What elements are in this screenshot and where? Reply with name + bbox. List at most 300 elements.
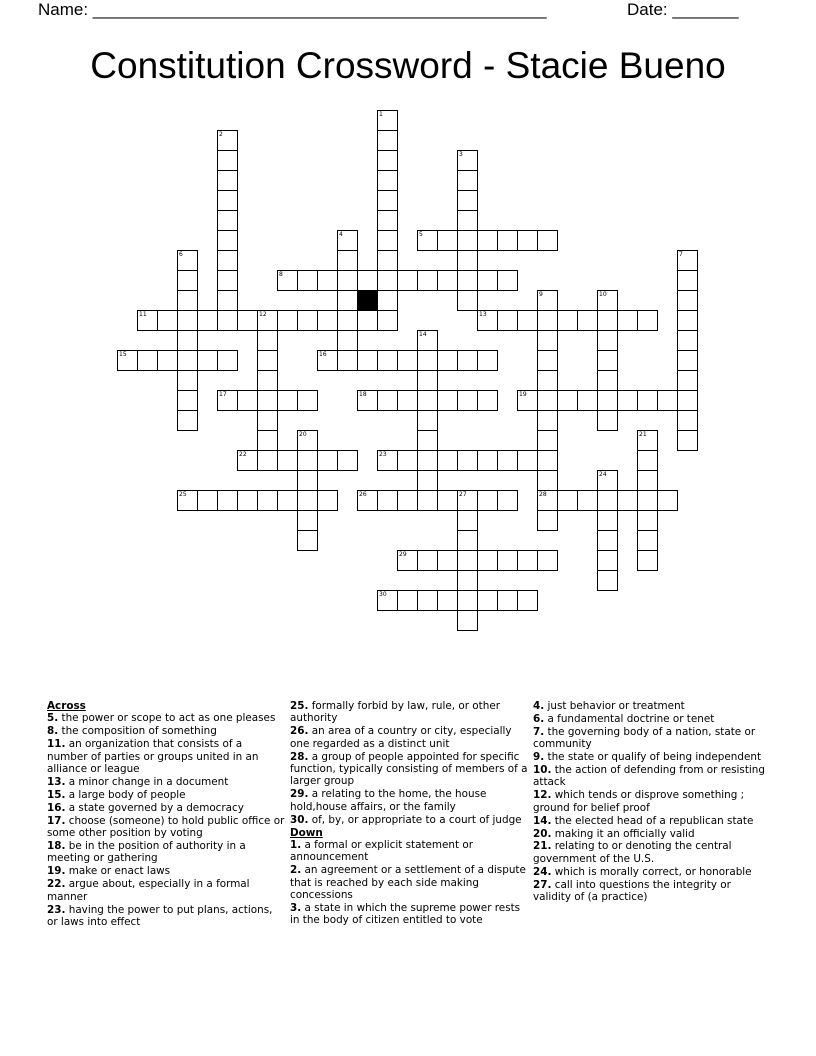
grid-cell[interactable] xyxy=(637,530,658,551)
grid-cell[interactable] xyxy=(257,350,278,371)
grid-cell[interactable] xyxy=(117,350,138,371)
grid-cell[interactable] xyxy=(297,310,318,331)
grid-cell[interactable] xyxy=(337,450,358,471)
grid-cell[interactable] xyxy=(637,310,658,331)
grid-cell[interactable] xyxy=(497,550,518,571)
grid-cell[interactable] xyxy=(257,450,278,471)
grid-cell[interactable] xyxy=(477,550,498,571)
grid-cell[interactable] xyxy=(197,490,218,511)
grid-cell[interactable] xyxy=(377,250,398,271)
clue-number: 15 xyxy=(119,351,127,358)
grid-cell[interactable] xyxy=(217,390,238,411)
grid-cell[interactable] xyxy=(437,490,458,511)
grid-cell[interactable] xyxy=(237,490,258,511)
grid-cell[interactable] xyxy=(557,390,578,411)
grid-cell[interactable] xyxy=(677,310,698,331)
grid-cell[interactable] xyxy=(417,370,438,391)
grid-cell[interactable] xyxy=(537,350,558,371)
clue-number: 1. xyxy=(290,838,302,851)
grid-cell[interactable] xyxy=(257,490,278,511)
grid-cell[interactable] xyxy=(457,570,478,591)
grid-cell[interactable] xyxy=(657,390,678,411)
grid-cell[interactable] xyxy=(177,490,198,511)
across-clue xyxy=(47,802,285,814)
grid-cell[interactable] xyxy=(437,590,458,611)
grid-cell[interactable] xyxy=(377,170,398,191)
clue-text: the state or qualify of being independent xyxy=(547,751,762,764)
clue-text: a fundamental doctrine or tenet xyxy=(547,712,715,725)
grid-cell[interactable] xyxy=(217,270,238,291)
grid-cell[interactable] xyxy=(157,350,178,371)
down-clue xyxy=(533,866,771,878)
clue-text: a relating to the home, the house hold,house affairs, or the family xyxy=(290,788,487,813)
grid-cell[interactable] xyxy=(237,390,258,411)
grid-cell[interactable] xyxy=(677,270,698,291)
grid-cell[interactable] xyxy=(577,490,598,511)
grid-cell[interactable] xyxy=(577,390,598,411)
grid-cell[interactable] xyxy=(637,470,658,491)
grid-cell[interactable] xyxy=(417,470,438,491)
clue-text: just behavior or treatment xyxy=(547,700,685,712)
grid-cell[interactable] xyxy=(177,310,198,331)
grid-cell[interactable] xyxy=(377,590,398,611)
grid-cell[interactable] xyxy=(277,270,298,291)
clue-text: choose (someone) to hold public office or some other position by voting xyxy=(47,814,285,840)
grid-cell[interactable] xyxy=(597,570,618,591)
grid-cell[interactable] xyxy=(457,590,478,611)
grid-cell[interactable] xyxy=(297,510,318,531)
grid-cell[interactable] xyxy=(497,490,518,511)
grid-cell[interactable] xyxy=(597,510,618,531)
grid-cell[interactable] xyxy=(637,550,658,571)
grid-cell[interactable] xyxy=(337,290,358,311)
clue-text: relating to or denoting the central government of the U.S. xyxy=(533,840,732,865)
grid-cell[interactable] xyxy=(357,390,378,411)
grid-cell[interactable] xyxy=(537,430,558,451)
grid-cell[interactable] xyxy=(377,310,398,331)
grid-cell[interactable] xyxy=(357,490,378,511)
clue-number: 23. xyxy=(47,903,66,916)
clue-number: 13. xyxy=(47,775,66,788)
grid-cell[interactable] xyxy=(637,510,658,531)
clue-number: 14. xyxy=(533,814,552,827)
grid-cell[interactable] xyxy=(417,550,438,571)
grid-cell[interactable] xyxy=(337,350,358,371)
clue-number: 10 xyxy=(599,291,607,298)
grid-cell[interactable] xyxy=(217,170,238,191)
grid-cell[interactable] xyxy=(297,270,318,291)
grid-cell[interactable] xyxy=(317,450,338,471)
grid-cell[interactable] xyxy=(497,270,518,291)
across-clue xyxy=(47,738,285,775)
clue-number: 26. xyxy=(290,725,309,738)
down-heading: Down xyxy=(290,826,323,839)
grid-cell[interactable] xyxy=(137,310,158,331)
grid-cell[interactable] xyxy=(537,450,558,471)
grid-cell[interactable] xyxy=(457,550,478,571)
grid-cell[interactable] xyxy=(457,450,478,471)
clue-number: 4 xyxy=(339,231,343,238)
grid-cell[interactable] xyxy=(617,310,638,331)
grid-cell[interactable] xyxy=(417,430,438,451)
clues-column-2 xyxy=(290,700,528,927)
grid-cell[interactable] xyxy=(217,350,238,371)
grid-cell[interactable] xyxy=(297,430,318,451)
clue-number: 23 xyxy=(379,451,387,458)
grid-cell[interactable] xyxy=(337,230,358,251)
grid-cell[interactable] xyxy=(177,350,198,371)
grid-cell[interactable] xyxy=(377,290,398,311)
grid-cell[interactable] xyxy=(177,250,198,271)
grid-cell[interactable] xyxy=(677,250,698,271)
grid-cell[interactable] xyxy=(257,410,278,431)
grid-cell[interactable] xyxy=(277,310,298,331)
grid-cell[interactable] xyxy=(457,250,478,271)
grid-cell[interactable] xyxy=(277,450,298,471)
grid-cell[interactable] xyxy=(557,310,578,331)
grid-cell[interactable] xyxy=(177,390,198,411)
grid-cell[interactable] xyxy=(597,530,618,551)
clue-text: the composition of something xyxy=(61,725,217,738)
date-field-label: Date: _______ xyxy=(627,0,739,19)
grid-cell[interactable] xyxy=(317,490,338,511)
clue-number: 17. xyxy=(47,814,66,827)
across-clue xyxy=(47,840,285,865)
clue-text: the power or scope to act as one pleases xyxy=(61,712,276,725)
grid-cell[interactable] xyxy=(537,390,558,411)
clue-number: 3 xyxy=(459,151,463,158)
down-clue xyxy=(290,839,528,864)
clue-text: an organization that consists of a number of parties or groups united in an alliance or league xyxy=(47,738,259,776)
clue-text: make or enact laws xyxy=(68,865,171,878)
grid-cell[interactable] xyxy=(457,530,478,551)
grid-cell[interactable] xyxy=(217,150,238,171)
grid-cell[interactable] xyxy=(657,490,678,511)
grid-cell[interactable] xyxy=(237,450,258,471)
across-clue xyxy=(47,878,285,903)
grid-cell[interactable] xyxy=(417,230,438,251)
grid-cell[interactable] xyxy=(217,490,238,511)
grid-cell[interactable] xyxy=(517,550,538,571)
grid-cell[interactable] xyxy=(217,190,238,211)
grid-cell[interactable] xyxy=(317,350,338,371)
grid-cell[interactable] xyxy=(637,450,658,471)
grid-cell[interactable] xyxy=(257,310,278,331)
grid-cell[interactable] xyxy=(497,310,518,331)
grid-cell[interactable] xyxy=(217,310,238,331)
grid-cell[interactable] xyxy=(677,350,698,371)
across-clue xyxy=(47,776,285,788)
grid-cell[interactable] xyxy=(477,350,498,371)
black-cell xyxy=(357,290,378,311)
grid-cell[interactable] xyxy=(537,370,558,391)
grid-cell[interactable] xyxy=(257,330,278,351)
grid-cell[interactable] xyxy=(177,370,198,391)
grid-cell[interactable] xyxy=(257,370,278,391)
grid-cell[interactable] xyxy=(197,350,218,371)
grid-cell[interactable] xyxy=(537,470,558,491)
grid-cell[interactable] xyxy=(377,130,398,151)
crossword-grid xyxy=(117,110,717,650)
down-clue xyxy=(533,840,771,865)
grid-cell[interactable] xyxy=(417,390,438,411)
clue-number: 19 xyxy=(519,391,527,398)
clue-text: argue about, especially in a formal manner xyxy=(47,878,250,903)
grid-cell[interactable] xyxy=(477,230,498,251)
grid-cell[interactable] xyxy=(597,290,618,311)
grid-cell[interactable] xyxy=(597,370,618,391)
grid-cell[interactable] xyxy=(217,210,238,231)
grid-cell[interactable] xyxy=(517,590,538,611)
grid-cell[interactable] xyxy=(337,250,358,271)
grid-cell[interactable] xyxy=(617,390,638,411)
grid-cell[interactable] xyxy=(457,170,478,191)
clue-number: 12. xyxy=(533,789,552,802)
grid-cell[interactable] xyxy=(377,350,398,371)
clue-number: 19. xyxy=(47,865,66,878)
grid-cell[interactable] xyxy=(377,230,398,251)
grid-cell[interactable] xyxy=(417,270,438,291)
grid-cell[interactable] xyxy=(677,430,698,451)
down-clue xyxy=(533,700,771,712)
grid-cell[interactable] xyxy=(257,390,278,411)
grid-cell[interactable] xyxy=(397,450,418,471)
grid-cell[interactable] xyxy=(677,390,698,411)
grid-cell[interactable] xyxy=(297,470,318,491)
grid-cell[interactable] xyxy=(577,310,598,331)
grid-cell[interactable] xyxy=(377,490,398,511)
clue-number: 7. xyxy=(533,725,545,738)
grid-cell[interactable] xyxy=(317,270,338,291)
down-clue xyxy=(533,751,771,763)
clue-number: 17 xyxy=(219,391,227,398)
grid-cell[interactable] xyxy=(357,310,378,331)
grid-cell[interactable] xyxy=(677,290,698,311)
grid-cell[interactable] xyxy=(217,250,238,271)
grid-cell[interactable] xyxy=(157,310,178,331)
grid-cell[interactable] xyxy=(457,390,478,411)
grid-cell[interactable] xyxy=(177,330,198,351)
grid-cell[interactable] xyxy=(597,410,618,431)
grid-cell[interactable] xyxy=(537,310,558,331)
clue-text: which is morally correct, or honorable xyxy=(554,865,752,878)
grid-cell[interactable] xyxy=(497,590,518,611)
grid-cell[interactable] xyxy=(617,490,638,511)
grid-cell[interactable] xyxy=(297,490,318,511)
grid-cell[interactable] xyxy=(397,550,418,571)
down-clue xyxy=(533,713,771,725)
clue-text: having the power to put plans, actions, or laws into effect xyxy=(47,903,273,928)
grid-cell[interactable] xyxy=(477,590,498,611)
clue-number: 27. xyxy=(533,878,552,891)
grid-cell[interactable] xyxy=(377,190,398,211)
grid-cell[interactable] xyxy=(417,410,438,431)
grid-cell[interactable] xyxy=(397,590,418,611)
clue-number: 20. xyxy=(533,827,552,840)
clue-number: 5. xyxy=(47,712,59,725)
clue-number: 29. xyxy=(290,788,309,801)
clue-number: 15. xyxy=(47,788,66,801)
grid-cell[interactable] xyxy=(597,550,618,571)
grid-cell[interactable] xyxy=(397,390,418,411)
grid-cell[interactable] xyxy=(437,450,458,471)
grid-cell[interactable] xyxy=(277,390,298,411)
grid-cell[interactable] xyxy=(297,530,318,551)
grid-cell[interactable] xyxy=(437,390,458,411)
grid-cell[interactable] xyxy=(357,350,378,371)
grid-cell[interactable] xyxy=(637,490,658,511)
across-clue xyxy=(47,904,285,929)
grid-cell[interactable] xyxy=(457,610,478,631)
clue-text: the action of defending from or resisting attack xyxy=(533,764,765,789)
clue-number: 30. xyxy=(290,813,309,826)
clue-number: 18 xyxy=(359,391,367,398)
grid-cell[interactable] xyxy=(597,490,618,511)
grid-cell[interactable] xyxy=(537,290,558,311)
clue-number: 14 xyxy=(419,331,427,338)
grid-cell[interactable] xyxy=(217,290,238,311)
grid-cell[interactable] xyxy=(517,310,538,331)
clue-number: 18. xyxy=(47,839,66,852)
grid-cell[interactable] xyxy=(597,470,618,491)
grid-cell[interactable] xyxy=(317,310,338,331)
grid-cell[interactable] xyxy=(537,490,558,511)
grid-cell[interactable] xyxy=(477,490,498,511)
grid-cell[interactable] xyxy=(437,270,458,291)
grid-cell[interactable] xyxy=(457,210,478,231)
across-clue xyxy=(47,789,285,801)
clue-text: an agreement or a settlement of a dispute that is reached by each side making concessions xyxy=(290,864,526,902)
grid-cell[interactable] xyxy=(337,330,358,351)
clue-number: 25. xyxy=(290,700,309,712)
grid-cell[interactable] xyxy=(237,310,258,331)
grid-cell[interactable] xyxy=(417,350,438,371)
grid-cell[interactable] xyxy=(337,270,358,291)
grid-cell[interactable] xyxy=(177,290,198,311)
grid-cell[interactable] xyxy=(597,330,618,351)
grid-cell[interactable] xyxy=(377,390,398,411)
grid-cell[interactable] xyxy=(437,550,458,571)
grid-cell[interactable] xyxy=(517,230,538,251)
grid-cell[interactable] xyxy=(397,350,418,371)
grid-cell[interactable] xyxy=(277,490,298,511)
clue-number: 8. xyxy=(47,725,59,738)
grid-cell[interactable] xyxy=(417,330,438,351)
grid-cell[interactable] xyxy=(457,350,478,371)
grid-cell[interactable] xyxy=(677,370,698,391)
clue-text: making it an officially valid xyxy=(554,827,695,840)
grid-cell[interactable] xyxy=(637,390,658,411)
grid-cell[interactable] xyxy=(677,330,698,351)
grid-cell[interactable] xyxy=(377,270,398,291)
grid-cell[interactable] xyxy=(477,450,498,471)
grid-cell[interactable] xyxy=(257,430,278,451)
grid-cell[interactable] xyxy=(457,230,478,251)
grid-cell[interactable] xyxy=(537,410,558,431)
grid-cell[interactable] xyxy=(197,310,218,331)
grid-cell[interactable] xyxy=(497,230,518,251)
grid-cell[interactable] xyxy=(537,550,558,571)
grid-cell[interactable] xyxy=(597,350,618,371)
grid-cell[interactable] xyxy=(597,390,618,411)
grid-cell[interactable] xyxy=(457,270,478,291)
grid-cell[interactable] xyxy=(677,410,698,431)
grid-cell[interactable] xyxy=(437,350,458,371)
grid-cell[interactable] xyxy=(477,310,498,331)
down-clue xyxy=(533,815,771,827)
grid-cell[interactable] xyxy=(417,490,438,511)
grid-cell[interactable] xyxy=(457,510,478,531)
grid-cell[interactable] xyxy=(377,450,398,471)
grid-cell[interactable] xyxy=(137,350,158,371)
grid-cell[interactable] xyxy=(417,450,438,471)
grid-cell[interactable] xyxy=(457,150,478,171)
clue-number: 13 xyxy=(479,311,487,318)
grid-cell[interactable] xyxy=(497,450,518,471)
grid-cell[interactable] xyxy=(377,210,398,231)
grid-cell[interactable] xyxy=(297,390,318,411)
grid-cell[interactable] xyxy=(537,510,558,531)
clue-number: 21. xyxy=(533,840,552,853)
down-clue xyxy=(533,726,771,751)
grid-cell[interactable] xyxy=(457,290,478,311)
clue-number: 16. xyxy=(47,801,66,814)
grid-cell[interactable] xyxy=(517,450,538,471)
grid-cell[interactable] xyxy=(297,450,318,471)
clue-text: a formal or explicit statement or announcement xyxy=(290,838,474,864)
grid-cell[interactable] xyxy=(537,230,558,251)
clue-text: the elected head of a republican state xyxy=(554,814,754,827)
grid-cell[interactable] xyxy=(377,110,398,131)
grid-cell[interactable] xyxy=(417,590,438,611)
clue-number: 7 xyxy=(679,251,683,258)
grid-cell[interactable] xyxy=(437,230,458,251)
across-clue xyxy=(47,865,285,877)
grid-cell[interactable] xyxy=(177,410,198,431)
grid-cell[interactable] xyxy=(537,330,558,351)
clue-text: the governing body of a nation, state or community xyxy=(533,725,756,751)
clues-column-3 xyxy=(533,700,771,904)
grid-cell[interactable] xyxy=(337,310,358,331)
grid-cell[interactable] xyxy=(177,270,198,291)
grid-cell[interactable] xyxy=(217,230,238,251)
grid-cell[interactable] xyxy=(477,390,498,411)
grid-cell[interactable] xyxy=(637,430,658,451)
grid-cell[interactable] xyxy=(457,190,478,211)
grid-cell[interactable] xyxy=(557,490,578,511)
grid-cell[interactable] xyxy=(397,270,418,291)
clue-number: 6 xyxy=(179,251,183,258)
grid-cell[interactable] xyxy=(457,490,478,511)
grid-cell[interactable] xyxy=(357,270,378,291)
clue-number: 11. xyxy=(47,738,66,751)
down-clue xyxy=(290,864,528,901)
clue-text: an area of a country or city, especially one regarded as a distinct unit xyxy=(290,725,512,750)
grid-cell[interactable] xyxy=(397,490,418,511)
down-clue xyxy=(290,902,528,927)
grid-cell[interactable] xyxy=(477,270,498,291)
clue-number: 28 xyxy=(539,491,547,498)
grid-cell[interactable] xyxy=(217,130,238,151)
clue-number: 3. xyxy=(290,902,302,914)
clue-number: 28. xyxy=(290,750,309,763)
page-title: Constitution Crossword - Stacie Bueno xyxy=(90,45,726,86)
across-clue xyxy=(47,815,285,840)
grid-cell[interactable] xyxy=(597,310,618,331)
grid-cell[interactable] xyxy=(377,150,398,171)
across-clue xyxy=(290,725,528,750)
grid-cell[interactable] xyxy=(517,390,538,411)
